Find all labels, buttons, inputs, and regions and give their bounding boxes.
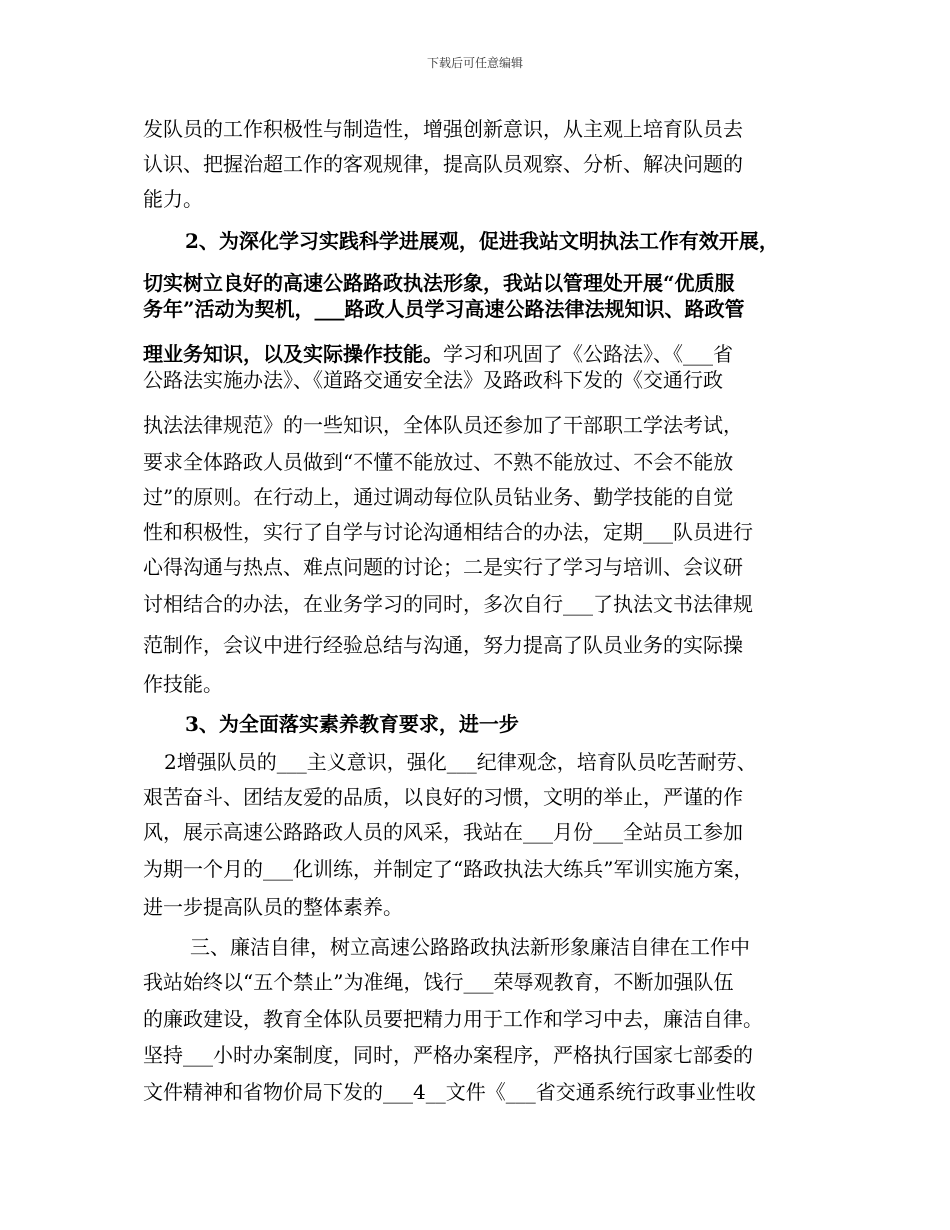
line-text: 坚持___小时办案制度，同时，严格办案程序，严格执行国家七部委的 <box>143 1043 753 1067</box>
text-line <box>143 450 733 474</box>
text-line <box>143 117 743 141</box>
line-text: 作技能。 <box>143 672 223 696</box>
line-text: 务年”活动为契机，___路政人员学习高速公路法律法规知识、路政管 <box>143 297 745 321</box>
line-text: 理业务知识，以及实际操作技能。 <box>143 342 443 366</box>
text-line <box>143 520 753 544</box>
line-text: 公路法实施办法》、《道路交通安全法》及路政科下发的《交通行政 <box>143 368 723 392</box>
line-text: 发队员的工作积极性与制造性，增强创新意识，从主观上培育队员去 <box>143 117 743 141</box>
line-text: 能力。 <box>143 187 203 211</box>
text-line <box>143 271 735 295</box>
line-text: 文件精神和省物价局下发的___4__文件《___省交通系统行政事业性收 <box>143 1080 756 1104</box>
text-line <box>143 970 733 994</box>
text-line <box>143 895 403 919</box>
text-line <box>185 712 519 736</box>
text-line <box>143 368 723 392</box>
line-text: 艰苦奋斗、团结友爱的品质，以良好的习惯，文明的举止，严谨的作 <box>143 785 743 809</box>
text-line <box>143 187 203 211</box>
text-line <box>164 750 757 774</box>
line-text: 的廉政建设，教育全体队员要把精力用于工作和学习中去，廉洁自律。 <box>143 1007 763 1031</box>
text-line <box>185 229 779 253</box>
line-text: 2、为深化学习实践科学进展观，促进我站文明执法工作有效开展， <box>185 229 779 253</box>
text-line <box>143 485 733 509</box>
line-text: 风，展示高速公路路政人员的风采，我站在___月份___全站员工参加 <box>143 820 743 844</box>
line-text: 过”的原则。在行动上，通过调动每位队员钻业务、勤学技能的自觉 <box>143 485 734 509</box>
line-text: 2增强队员的___主义意识，强化___纪律观念，培育队员吃苦耐劳、 <box>164 750 757 774</box>
line-text: 讨相结合的办法，在业务学习的同时，多次自行___了执法文书法律规 <box>143 592 753 616</box>
text-line <box>143 592 753 616</box>
line-text: 范制作，会议中进行经验总结与沟通，努力提高了队员业务的实际操 <box>143 633 743 657</box>
line-text: 三、廉洁自律，树立高速公路路政执法新形象廉洁自律在工作中 <box>190 935 750 959</box>
line-text: 3、为全面落实素养教育要求，进一步 <box>185 712 519 736</box>
text-line <box>143 555 743 579</box>
line-text: 为期一个月的___化训练，并制定了“路政执法大练兵”军训实施方案， <box>143 857 754 881</box>
line-text: 进一步提高队员的整体素养。 <box>143 895 403 919</box>
line-text: 性和积极性，实行了自学与讨论沟通相结合的办法，定期___队员进行 <box>143 520 753 544</box>
line-text: 我站始终以“五个禁止”为准绳，饯行___荣辱观教育，不断加强队伍 <box>143 970 734 994</box>
text-line <box>143 672 223 696</box>
page-header: 下载后可任意编辑 <box>426 56 523 70</box>
text-line <box>143 1043 753 1067</box>
text-line <box>143 820 743 844</box>
text-line <box>143 1080 756 1104</box>
text-line <box>143 152 743 176</box>
text-line <box>190 935 750 959</box>
line-text: 认识、把握治超工作的客观规律，提高队员观察、分析、解决问题的 <box>143 152 743 176</box>
line-text: 要求全体路政人员做到“不懂不能放过、不熟不能放过、不会不能放 <box>143 450 734 474</box>
line-text: 心得沟通与热点、难点问题的讨论；二是实行了学习与培训、会议研 <box>143 555 743 579</box>
text-line <box>143 633 743 657</box>
line-text: 切实树立良好的高速公路路政执法形象，我站以管理处开展“优质服 <box>143 271 735 295</box>
text-line <box>143 413 743 437</box>
text-line <box>143 342 733 366</box>
text-line <box>143 297 745 321</box>
text-line <box>143 785 743 809</box>
text-line <box>143 857 753 881</box>
text-line <box>143 1007 763 1031</box>
line-text: 执法法律规范》的一些知识，全体队员还参加了干部职工学法考试， <box>143 413 743 437</box>
line-text-regular: 学习和巩固了《公路法》、《___省 <box>443 342 733 366</box>
